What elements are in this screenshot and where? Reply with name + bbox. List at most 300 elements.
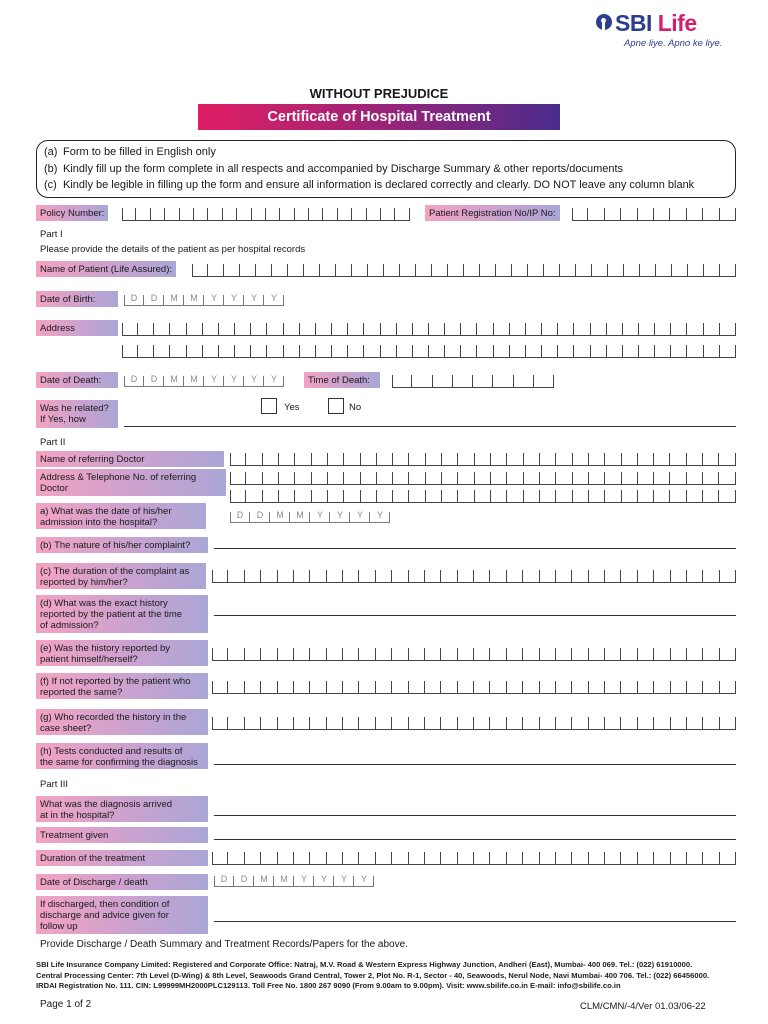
char-box[interactable]: [187, 318, 203, 336]
char-box[interactable]: [572, 643, 588, 661]
char-box[interactable]: [266, 203, 280, 221]
char-box[interactable]: [523, 565, 539, 583]
char-box[interactable]: [592, 259, 608, 277]
char-box[interactable]: [480, 259, 496, 277]
char-box[interactable]: [654, 467, 670, 485]
char-box[interactable]: [475, 485, 491, 503]
char-box[interactable]: [294, 676, 310, 694]
char-box[interactable]: [608, 259, 624, 277]
char-box[interactable]: [392, 712, 408, 730]
related-yes-checkbox[interactable]: [261, 398, 277, 414]
char-box[interactable]: [416, 259, 432, 277]
diagnosis-line[interactable]: [214, 815, 736, 816]
char-box[interactable]: [377, 448, 393, 466]
char-box[interactable]: [348, 340, 364, 358]
dod-field[interactable]: [124, 371, 284, 387]
char-box[interactable]: [556, 565, 572, 583]
char-box[interactable]: [572, 203, 588, 221]
char-box[interactable]: [409, 485, 425, 503]
char-box[interactable]: [687, 318, 703, 336]
char-box[interactable]: [343, 847, 359, 865]
complaint-nature-line[interactable]: [214, 548, 736, 549]
date-box[interactable]: Y: [244, 371, 264, 387]
char-box[interactable]: [278, 643, 294, 661]
char-box[interactable]: [212, 847, 228, 865]
char-box[interactable]: [295, 467, 311, 485]
char-box[interactable]: [310, 565, 326, 583]
char-box[interactable]: [654, 485, 670, 503]
char-box[interactable]: [261, 676, 277, 694]
char-box[interactable]: [187, 340, 203, 358]
char-box[interactable]: [122, 203, 136, 221]
char-box[interactable]: [474, 643, 490, 661]
char-box[interactable]: [240, 259, 256, 277]
discharge-date-field[interactable]: [214, 871, 374, 887]
char-box[interactable]: [245, 565, 261, 583]
char-box[interactable]: [672, 259, 688, 277]
char-box[interactable]: [228, 712, 244, 730]
char-box[interactable]: [704, 259, 720, 277]
char-box[interactable]: [261, 565, 277, 583]
char-box[interactable]: [719, 485, 735, 503]
char-box[interactable]: [170, 318, 186, 336]
char-box[interactable]: [512, 259, 528, 277]
char-box[interactable]: [312, 467, 328, 485]
char-box[interactable]: [622, 448, 638, 466]
char-box[interactable]: [278, 712, 294, 730]
char-box[interactable]: [364, 318, 380, 336]
char-box[interactable]: [426, 485, 442, 503]
char-box[interactable]: [687, 847, 703, 865]
char-box[interactable]: [475, 448, 491, 466]
date-box[interactable]: M: [184, 290, 204, 306]
char-box[interactable]: [397, 318, 413, 336]
char-box[interactable]: [605, 847, 621, 865]
char-box[interactable]: [703, 712, 719, 730]
history-reported-line[interactable]: [214, 615, 736, 616]
date-box[interactable]: D: [250, 507, 270, 523]
date-box[interactable]: M: [164, 290, 184, 306]
char-box[interactable]: [574, 340, 590, 358]
char-box[interactable]: [638, 847, 654, 865]
char-box[interactable]: [122, 318, 138, 336]
char-box[interactable]: [212, 676, 228, 694]
patient-registration-field[interactable]: [572, 203, 736, 221]
char-box[interactable]: [263, 485, 279, 503]
char-box[interactable]: [441, 565, 457, 583]
date-box[interactable]: Y: [310, 507, 330, 523]
char-box[interactable]: [591, 318, 607, 336]
char-box[interactable]: [507, 676, 523, 694]
char-box[interactable]: [425, 712, 441, 730]
char-box[interactable]: [524, 485, 540, 503]
char-box[interactable]: [192, 259, 208, 277]
char-box[interactable]: [496, 259, 512, 277]
char-box[interactable]: [461, 340, 477, 358]
char-box[interactable]: [237, 203, 251, 221]
char-box[interactable]: [393, 485, 409, 503]
char-box[interactable]: [494, 340, 510, 358]
address-line-2-field[interactable]: [122, 340, 736, 358]
char-box[interactable]: [194, 203, 208, 221]
char-box[interactable]: [397, 340, 413, 358]
discharge-condition-line[interactable]: [214, 921, 736, 922]
char-box[interactable]: [464, 259, 480, 277]
char-box[interactable]: [320, 259, 336, 277]
char-box[interactable]: [261, 847, 277, 865]
char-box[interactable]: [703, 565, 719, 583]
char-box[interactable]: [458, 847, 474, 865]
char-box[interactable]: [639, 340, 655, 358]
char-box[interactable]: [338, 203, 352, 221]
address-line-1-field[interactable]: [122, 318, 736, 336]
char-box[interactable]: [381, 203, 395, 221]
date-box[interactable]: M: [274, 871, 294, 887]
char-box[interactable]: [556, 485, 572, 503]
char-box[interactable]: [670, 448, 686, 466]
date-box[interactable]: M: [184, 371, 204, 387]
char-box[interactable]: [540, 467, 556, 485]
date-box[interactable]: D: [144, 290, 164, 306]
char-box[interactable]: [212, 643, 228, 661]
char-box[interactable]: [441, 712, 457, 730]
char-box[interactable]: [368, 259, 384, 277]
char-box[interactable]: [621, 565, 637, 583]
char-box[interactable]: [359, 676, 375, 694]
char-box[interactable]: [474, 847, 490, 865]
date-box[interactable]: D: [230, 507, 250, 523]
char-box[interactable]: [671, 676, 687, 694]
char-box[interactable]: [556, 847, 572, 865]
char-box[interactable]: [219, 318, 235, 336]
char-box[interactable]: [507, 712, 523, 730]
char-box[interactable]: [542, 318, 558, 336]
char-box[interactable]: [458, 643, 474, 661]
char-box[interactable]: [441, 676, 457, 694]
char-box[interactable]: [654, 203, 670, 221]
char-box[interactable]: [392, 643, 408, 661]
date-box[interactable]: Y: [294, 871, 314, 887]
char-box[interactable]: [295, 485, 311, 503]
char-box[interactable]: [267, 340, 283, 358]
char-box[interactable]: [425, 847, 441, 865]
date-box[interactable]: D: [144, 371, 164, 387]
history-self-reported-field[interactable]: [212, 643, 736, 661]
char-box[interactable]: [573, 467, 589, 485]
char-box[interactable]: [376, 712, 392, 730]
char-box[interactable]: [588, 203, 604, 221]
char-box[interactable]: [624, 259, 640, 277]
referring-doctor-name-field[interactable]: [230, 448, 736, 466]
char-box[interactable]: [343, 676, 359, 694]
date-box[interactable]: Y: [354, 871, 374, 887]
char-box[interactable]: [558, 318, 574, 336]
char-box[interactable]: [246, 467, 262, 485]
char-box[interactable]: [228, 847, 244, 865]
char-box[interactable]: [605, 643, 621, 661]
date-box[interactable]: Y: [314, 871, 334, 887]
char-box[interactable]: [376, 676, 392, 694]
char-box[interactable]: [409, 467, 425, 485]
char-box[interactable]: [304, 259, 320, 277]
char-box[interactable]: [263, 448, 279, 466]
char-box[interactable]: [327, 643, 343, 661]
char-box[interactable]: [510, 318, 526, 336]
char-box[interactable]: [589, 467, 605, 485]
char-box[interactable]: [507, 565, 523, 583]
char-box[interactable]: [605, 203, 621, 221]
char-box[interactable]: [572, 676, 588, 694]
char-box[interactable]: [364, 340, 380, 358]
char-box[interactable]: [426, 467, 442, 485]
char-box[interactable]: [312, 485, 328, 503]
char-box[interactable]: [670, 485, 686, 503]
char-box[interactable]: [703, 643, 719, 661]
char-box[interactable]: [556, 643, 572, 661]
char-box[interactable]: [474, 712, 490, 730]
char-box[interactable]: [655, 340, 671, 358]
char-box[interactable]: [720, 712, 736, 730]
char-box[interactable]: [534, 370, 554, 388]
char-box[interactable]: [392, 370, 412, 388]
char-box[interactable]: [688, 259, 704, 277]
char-box[interactable]: [704, 318, 720, 336]
char-box[interactable]: [361, 485, 377, 503]
char-box[interactable]: [687, 676, 703, 694]
char-box[interactable]: [638, 676, 654, 694]
char-box[interactable]: [461, 318, 477, 336]
char-box[interactable]: [605, 448, 621, 466]
char-box[interactable]: [235, 318, 251, 336]
char-box[interactable]: [400, 259, 416, 277]
char-box[interactable]: [230, 467, 246, 485]
char-box[interactable]: [605, 467, 621, 485]
char-box[interactable]: [720, 259, 736, 277]
char-box[interactable]: [654, 565, 670, 583]
char-box[interactable]: [413, 340, 429, 358]
date-box[interactable]: Y: [264, 371, 284, 387]
history-reporter-field[interactable]: [212, 676, 736, 694]
char-box[interactable]: [384, 259, 400, 277]
char-box[interactable]: [605, 712, 621, 730]
char-box[interactable]: [458, 485, 474, 503]
char-box[interactable]: [622, 485, 638, 503]
char-box[interactable]: [294, 643, 310, 661]
char-box[interactable]: [279, 467, 295, 485]
char-box[interactable]: [327, 565, 343, 583]
char-box[interactable]: [409, 676, 425, 694]
date-box[interactable]: Y: [204, 290, 224, 306]
char-box[interactable]: [392, 847, 408, 865]
char-box[interactable]: [409, 847, 425, 865]
char-box[interactable]: [540, 676, 556, 694]
char-box[interactable]: [540, 712, 556, 730]
char-box[interactable]: [413, 318, 429, 336]
char-box[interactable]: [703, 847, 719, 865]
char-box[interactable]: [359, 565, 375, 583]
char-box[interactable]: [165, 203, 179, 221]
char-box[interactable]: [328, 467, 344, 485]
char-box[interactable]: [429, 340, 445, 358]
char-box[interactable]: [310, 676, 326, 694]
treatment-line[interactable]: [214, 839, 736, 840]
char-box[interactable]: [352, 259, 368, 277]
char-box[interactable]: [605, 565, 621, 583]
char-box[interactable]: [703, 485, 719, 503]
char-box[interactable]: [523, 643, 539, 661]
char-box[interactable]: [245, 712, 261, 730]
char-box[interactable]: [720, 676, 736, 694]
char-box[interactable]: [409, 643, 425, 661]
char-box[interactable]: [542, 340, 558, 358]
char-box[interactable]: [381, 318, 397, 336]
dob-field[interactable]: [124, 290, 284, 306]
char-box[interactable]: [246, 485, 262, 503]
char-box[interactable]: [576, 259, 592, 277]
char-box[interactable]: [621, 712, 637, 730]
char-box[interactable]: [671, 318, 687, 336]
char-box[interactable]: [288, 259, 304, 277]
char-box[interactable]: [278, 847, 294, 865]
char-box[interactable]: [589, 448, 605, 466]
char-box[interactable]: [316, 340, 332, 358]
char-box[interactable]: [507, 448, 523, 466]
char-box[interactable]: [639, 318, 655, 336]
char-box[interactable]: [591, 340, 607, 358]
date-box[interactable]: D: [124, 371, 144, 387]
char-box[interactable]: [656, 259, 672, 277]
char-box[interactable]: [458, 676, 474, 694]
char-box[interactable]: [623, 340, 639, 358]
char-box[interactable]: [151, 203, 165, 221]
date-box[interactable]: M: [270, 507, 290, 523]
char-box[interactable]: [458, 565, 474, 583]
char-box[interactable]: [395, 203, 409, 221]
char-box[interactable]: [136, 203, 150, 221]
char-box[interactable]: [323, 203, 337, 221]
char-box[interactable]: [267, 318, 283, 336]
date-box[interactable]: D: [214, 871, 234, 887]
char-box[interactable]: [491, 485, 507, 503]
char-box[interactable]: [638, 485, 654, 503]
char-box[interactable]: [377, 485, 393, 503]
char-box[interactable]: [381, 340, 397, 358]
char-box[interactable]: [703, 676, 719, 694]
char-box[interactable]: [224, 259, 240, 277]
char-box[interactable]: [574, 318, 590, 336]
char-box[interactable]: [284, 318, 300, 336]
char-box[interactable]: [507, 485, 523, 503]
char-box[interactable]: [573, 448, 589, 466]
char-box[interactable]: [392, 565, 408, 583]
char-box[interactable]: [687, 203, 703, 221]
char-box[interactable]: [589, 676, 605, 694]
char-box[interactable]: [453, 370, 473, 388]
char-box[interactable]: [359, 643, 375, 661]
char-box[interactable]: [507, 847, 523, 865]
char-box[interactable]: [344, 485, 360, 503]
char-box[interactable]: [376, 643, 392, 661]
char-box[interactable]: [491, 467, 507, 485]
char-box[interactable]: [343, 712, 359, 730]
char-box[interactable]: [343, 643, 359, 661]
char-box[interactable]: [654, 676, 670, 694]
char-box[interactable]: [507, 467, 523, 485]
char-box[interactable]: [458, 467, 474, 485]
char-box[interactable]: [720, 643, 736, 661]
char-box[interactable]: [332, 318, 348, 336]
char-box[interactable]: [703, 467, 719, 485]
char-box[interactable]: [376, 847, 392, 865]
char-box[interactable]: [474, 565, 490, 583]
char-box[interactable]: [654, 448, 670, 466]
char-box[interactable]: [526, 340, 542, 358]
char-box[interactable]: [638, 448, 654, 466]
char-box[interactable]: [589, 565, 605, 583]
char-box[interactable]: [671, 565, 687, 583]
related-no-checkbox[interactable]: [328, 398, 344, 414]
char-box[interactable]: [638, 467, 654, 485]
char-box[interactable]: [327, 847, 343, 865]
char-box[interactable]: [474, 676, 490, 694]
char-box[interactable]: [272, 259, 288, 277]
admission-date-field[interactable]: [230, 507, 390, 523]
char-box[interactable]: [720, 340, 736, 358]
referring-doctor-address-line-2[interactable]: [230, 485, 736, 503]
char-box[interactable]: [393, 467, 409, 485]
char-box[interactable]: [246, 448, 262, 466]
char-box[interactable]: [655, 318, 671, 336]
char-box[interactable]: [284, 340, 300, 358]
char-box[interactable]: [203, 318, 219, 336]
char-box[interactable]: [687, 448, 703, 466]
char-box[interactable]: [445, 340, 461, 358]
char-box[interactable]: [573, 485, 589, 503]
char-box[interactable]: [245, 643, 261, 661]
char-box[interactable]: [348, 318, 364, 336]
char-box[interactable]: [279, 448, 295, 466]
char-box[interactable]: [638, 643, 654, 661]
char-box[interactable]: [654, 643, 670, 661]
char-box[interactable]: [328, 485, 344, 503]
char-box[interactable]: [477, 340, 493, 358]
char-box[interactable]: [295, 448, 311, 466]
complaint-duration-field[interactable]: [212, 565, 736, 583]
char-box[interactable]: [473, 370, 493, 388]
char-box[interactable]: [309, 203, 323, 221]
char-box[interactable]: [327, 676, 343, 694]
char-box[interactable]: [377, 467, 393, 485]
char-box[interactable]: [540, 565, 556, 583]
char-box[interactable]: [622, 467, 638, 485]
char-box[interactable]: [170, 340, 186, 358]
char-box[interactable]: [458, 712, 474, 730]
char-box[interactable]: [638, 203, 654, 221]
char-box[interactable]: [514, 370, 534, 388]
char-box[interactable]: [704, 340, 720, 358]
char-box[interactable]: [524, 467, 540, 485]
char-box[interactable]: [490, 712, 506, 730]
char-box[interactable]: [409, 448, 425, 466]
char-box[interactable]: [294, 565, 310, 583]
char-box[interactable]: [507, 643, 523, 661]
char-box[interactable]: [589, 485, 605, 503]
char-box[interactable]: [654, 712, 670, 730]
char-box[interactable]: [524, 448, 540, 466]
char-box[interactable]: [425, 565, 441, 583]
char-box[interactable]: [393, 448, 409, 466]
char-box[interactable]: [556, 448, 572, 466]
